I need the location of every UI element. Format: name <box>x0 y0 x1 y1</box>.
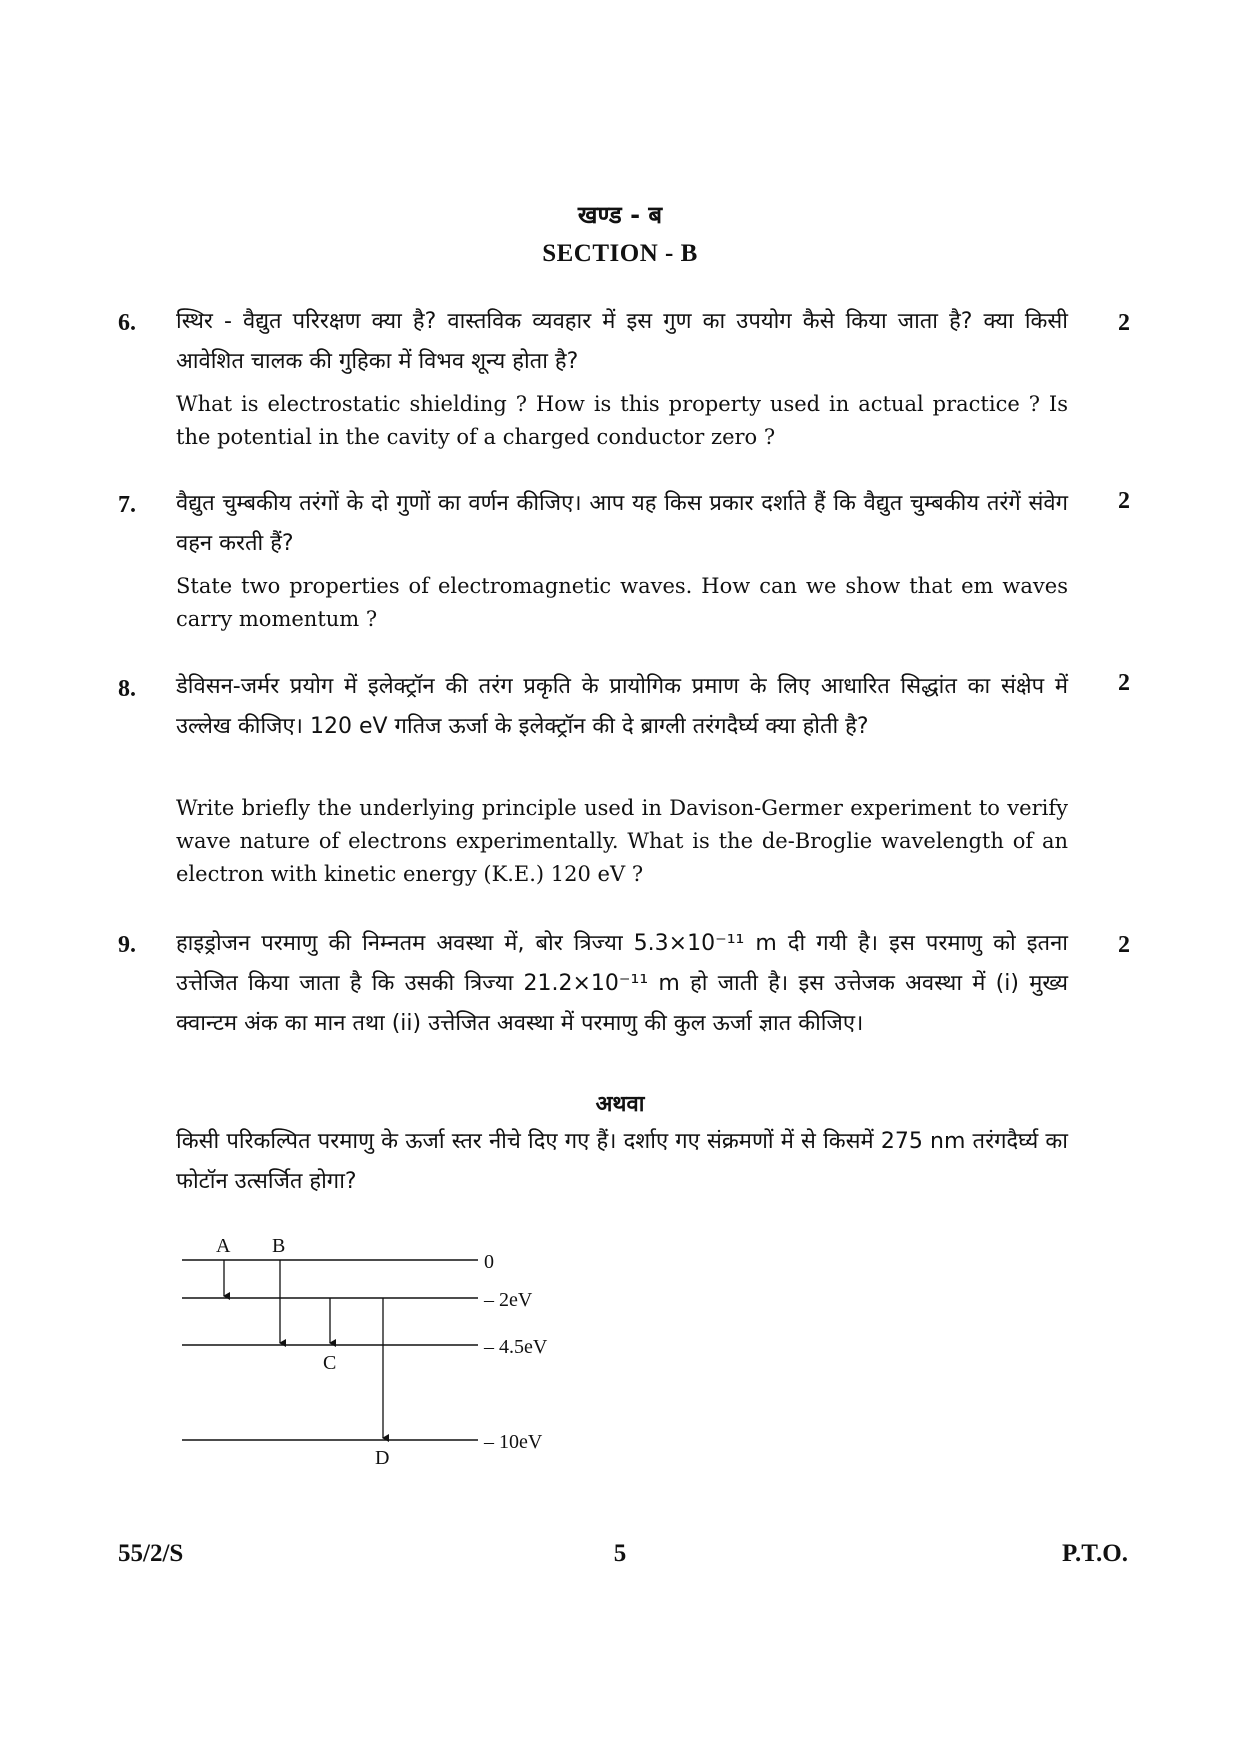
transition-c-label: C <box>323 1352 337 1374</box>
or-label: अथवा <box>595 1092 645 1117</box>
section-hindi-title: खण्ड - ब <box>577 201 663 229</box>
question-9-hindi: हाइड्रोजन परमाणु की निम्नतम अवस्था में, बोर त्रिज्या 5.3×10⁻¹¹ m दी गयी है। इस परमाणु को इतना उत्तेजित किया जाता है कि उसकी त्रिज्या 21.2×10⁻¹¹ m हो जाती है। इस उत्तेजक अवस्था में (i) मुख्य क्वान्टम अंक का मान तथा (ii) उत्तेजित अवस्था में परमाणु की कुल ऊर्जा ज्ञात कीजिए। <box>176 931 1068 1036</box>
transition-b-label: B <box>272 1235 286 1257</box>
question-8-number: 8. <box>118 676 136 702</box>
question-7-hindi: वैद्युत चुम्बकीय तरंगों के दो गुणों का वर्णन कीजिए। आप यह किस प्रकार दर्शाते हैं कि वैद्युत चुम्बकीय तरंगें संवेग वहन करती हैं? <box>176 491 1068 556</box>
question-6-english: What is electrostatic shielding ? How is this property used in actual practice ? Is the potential in the cavity of a charged conductor zero ? <box>176 392 1068 449</box>
energy-level-4-5ev-label: – 4.5eV <box>484 1336 548 1358</box>
question-8-marks: 2 <box>1118 670 1130 696</box>
energy-level-10ev-label: – 10eV <box>484 1431 543 1453</box>
question-9-number: 9. <box>118 932 136 958</box>
question-8-english: Write briefly the underlying principle used in Davison-Germer experiment to verify wave nature of electrons experimentally. What is the de-Broglie wavelength of an electron with kinetic energy (K.E.) 120 eV ? <box>176 796 1068 886</box>
page-number: 5 <box>613 1540 627 1567</box>
question-9-hindi-alternative: किसी परिकल्पित परमाणु के ऊर्जा स्तर नीचे दिए गए हैं। दर्शाए गए संक्रमणों में से किसमें 275 nm तरंगदैर्घ्य का फोटॉन उत्सर्जित होगा? <box>176 1129 1068 1194</box>
question-6-hindi: स्थिर - वैद्युत परिरक्षण क्या है? वास्तविक व्यवहार में इस गुण का उपयोग कैसे किया जाता है? क्या किसी आवेशित चालक की गुहिका में विभव शून्य होता है? <box>176 309 1068 374</box>
question-9-marks: 2 <box>1118 932 1130 958</box>
paper-code: 55/2/S <box>118 1540 184 1567</box>
question-6-number: 6. <box>118 310 136 336</box>
question-6-marks: 2 <box>1118 310 1130 336</box>
question-7-english: State two properties of electromagnetic waves. How can we show that em waves carry momentum ? <box>176 574 1068 631</box>
energy-level-2ev-label: – 2eV <box>484 1289 533 1311</box>
please-turn-over: P.T.O. <box>1062 1540 1128 1567</box>
energy-level-0-label: 0 <box>484 1251 494 1273</box>
transition-d-label: D <box>375 1447 390 1469</box>
section-english-title: SECTION - B <box>542 240 698 267</box>
question-7-marks: 2 <box>1118 488 1130 514</box>
question-7-number: 7. <box>118 492 136 518</box>
question-8-hindi: डेविसन-जर्मर प्रयोग में इलेक्ट्रॉन की तरंग प्रकृति के प्रायोगिक प्रमाण के लिए आधारित सिद्धांत का संक्षेप में उल्लेख कीजिए। 120 eV गतिज ऊर्जा के इलेक्ट्रॉन की दे ब्राग्ली तरंगदैर्घ्य क्या होती है? <box>176 674 1068 739</box>
transition-a-label: A <box>216 1235 231 1257</box>
